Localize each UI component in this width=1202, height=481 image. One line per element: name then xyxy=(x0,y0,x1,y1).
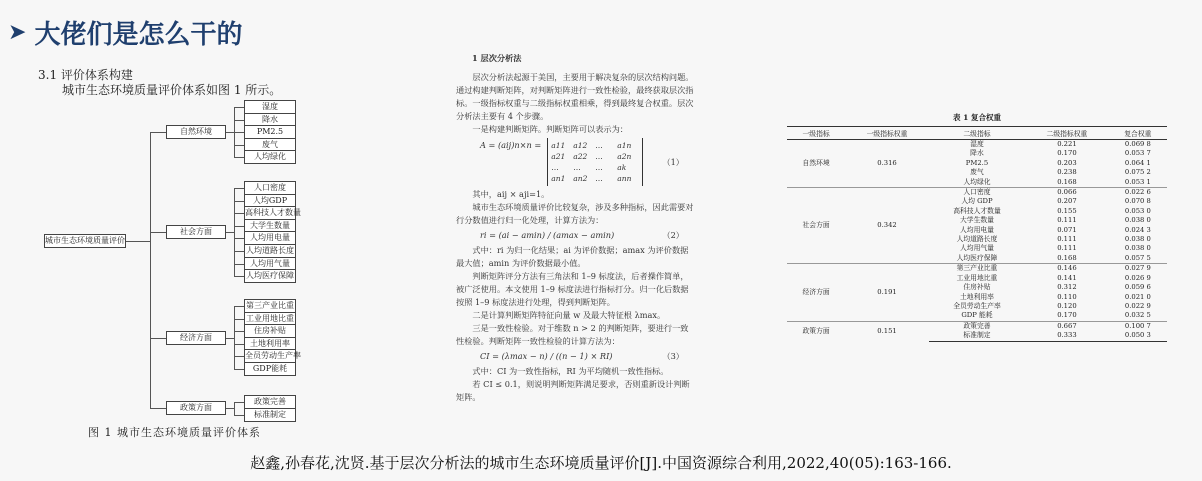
table-cell: 0.141 xyxy=(1057,273,1077,282)
tree-connector xyxy=(234,251,244,252)
table-cell: 0.151 xyxy=(845,321,929,341)
tree-connector xyxy=(226,132,234,133)
equation-3-body: CI = (λmax − n) / ((n − 1) × RI) xyxy=(480,351,613,361)
table-cell: 0.155 xyxy=(1057,206,1077,215)
tree-leaf-box: 人均用气量 xyxy=(244,257,296,271)
paper-paragraph: 层次分析法起源于美国，主要用于解决复杂的层次结构问题。通过构建判断矩阵，对判断矩阵进行一致性检验，最终获取层次指标。一级指标权重与二级指标权重相乘，得到最终复合权重。层次分析法主要有 4 个步骤。 xyxy=(456,72,694,121)
tree-leaf-box: 标准制定 xyxy=(244,408,296,422)
table-cell: 0.022 9 xyxy=(1124,301,1151,310)
tree-group-box: 自然环境 xyxy=(166,125,226,139)
tree-connector xyxy=(150,338,166,339)
table-cell: 降水 xyxy=(970,149,984,158)
table-cell: 0.168 xyxy=(1057,253,1077,262)
tree-connector xyxy=(234,238,244,239)
matrix-cell: an2 xyxy=(573,174,588,183)
tree-connector xyxy=(234,201,244,202)
matrix-cell: a12 xyxy=(573,141,588,150)
table-cell: 0.667 xyxy=(1025,321,1109,331)
paper-paragraph: 一是构建判断矩阵。判断矩阵可以表示为： xyxy=(472,124,628,134)
tree-connector xyxy=(234,276,244,277)
table-cell: 0.050 3 xyxy=(1109,331,1167,341)
table-cell: 0.110 xyxy=(1057,292,1077,301)
paper-column xyxy=(456,52,694,404)
table-cell: 0.221 xyxy=(1025,140,1109,150)
table-cell: 0.022 6 xyxy=(1109,188,1167,198)
equation-2-body: ri = (ai − amin) / (amax − amin) xyxy=(480,230,615,240)
table-row xyxy=(787,140,1167,150)
table-row xyxy=(787,264,1167,274)
tree-connector xyxy=(150,132,166,133)
tree-connector xyxy=(234,331,244,332)
tree-connector xyxy=(234,213,244,214)
matrix-cell: an1 xyxy=(551,174,566,183)
paper-paragraph: 城市生态环境质量评价比较复杂，涉及多种指标，因此需要对行分数值进行归一化处理，计算方法为： xyxy=(456,202,694,225)
table-cell: 政策完善 xyxy=(929,321,1025,331)
table-cell: 0.059 6 xyxy=(1124,283,1151,292)
matrix-cell: a11 xyxy=(551,141,566,150)
table-cell: 0.342 xyxy=(845,188,929,264)
table-cell: 0.071 xyxy=(1057,225,1077,234)
equation-3 xyxy=(456,348,694,365)
table-cell: 全员劳动生产率 xyxy=(953,301,1001,310)
section-text: 城市生态环境质量评价体系如图 1 所示。 xyxy=(62,83,282,97)
table-cell: 0.170 xyxy=(1057,311,1077,320)
table-cell: 0.069 8 xyxy=(1109,140,1167,150)
figure-caption: 图 1 城市生态环境质量评价体系 xyxy=(88,426,261,439)
table-cell: 0.111 xyxy=(1057,216,1077,225)
tree-connector xyxy=(234,226,244,227)
tree-leaf-box: 人均医疗保障 xyxy=(244,269,296,283)
tree-leaf-box: 土地利用率 xyxy=(244,337,296,351)
table-header-cell: 二级指标权重 xyxy=(1025,127,1109,140)
table-cell: 人均用气量 xyxy=(959,244,994,253)
tree-connector xyxy=(234,157,244,158)
table-cell: 0.038 0 xyxy=(1124,244,1151,253)
tree-leaf-box: PM2.5 xyxy=(244,125,296,139)
composite-weight-table xyxy=(787,112,1167,342)
table-cell: 0.038 0 xyxy=(1124,216,1151,225)
equation-number: （2） xyxy=(662,230,684,240)
tree-connector xyxy=(226,232,234,233)
tree-leaf-box: 人口密度 xyxy=(244,181,296,195)
equation-number: （1） xyxy=(662,156,684,167)
table-cell: 人均用电量 xyxy=(959,225,994,234)
slide-title xyxy=(8,14,242,51)
paper-paragraph: 式中：CI 为一致性指标，RI 为平均随机一致性指标。 xyxy=(472,366,669,376)
slide-title-text: 大佬们是怎么干的 xyxy=(34,20,243,50)
tree-connector xyxy=(234,145,244,146)
tree-leaf-box: 住房补贴 xyxy=(244,324,296,338)
tree-connector xyxy=(234,306,235,370)
table-header-cell: 一级指标权重 xyxy=(845,127,929,140)
tree-connector xyxy=(234,415,244,416)
section-heading: 3.1 评价体系构建 xyxy=(38,68,133,82)
table-header-row xyxy=(787,127,1167,140)
table-cell: 土地利用率 xyxy=(959,292,994,301)
tree-connector xyxy=(234,356,244,357)
table-cell: 0.053 1 xyxy=(1124,177,1151,186)
table-cell: 第三产业比重 xyxy=(929,264,1025,274)
table-cell: 0.333 xyxy=(1025,331,1109,341)
table-cell: 0.024 3 xyxy=(1124,225,1151,234)
tree-connector xyxy=(234,369,244,370)
table-cell: 0.316 xyxy=(845,140,929,188)
table-cell: 标准制定 xyxy=(929,331,1025,341)
table-cell: 0.075 2 xyxy=(1124,168,1151,177)
table-cell: 0.038 0 xyxy=(1124,235,1151,244)
table-cell: 0.053 7 xyxy=(1124,149,1151,158)
matrix-cell: ak xyxy=(617,163,627,172)
table-cell: 0.057 5 xyxy=(1124,253,1151,262)
table-cell: 0.032 5 xyxy=(1124,311,1151,320)
tree-connector xyxy=(150,232,166,233)
table-cell: 自然环境 xyxy=(787,140,845,188)
tree-connector xyxy=(234,107,244,108)
table-cell: 0.120 xyxy=(1057,301,1077,310)
matrix-cell: … xyxy=(595,152,603,161)
tree-leaf-box: 第三产业比重 xyxy=(244,299,296,313)
equation-1 xyxy=(456,136,694,188)
tree-connector xyxy=(234,188,244,189)
matrix-cell: … xyxy=(551,163,559,172)
paper-paragraph: 其中，aij × aji=1。 xyxy=(472,189,550,199)
table-cell: 人口密度 xyxy=(929,188,1025,198)
equation-1-lhs: A = (aij)n×n = xyxy=(480,140,542,150)
tree-leaf-box: 湿度 xyxy=(244,100,296,114)
matrix-cell: … xyxy=(573,163,581,172)
matrix-cell: a22 xyxy=(573,152,588,161)
table-row xyxy=(787,321,1167,331)
paper-paragraph: 若 CI ≤ 0.1，则说明判断矩阵满足要求，否则重新设计判断矩阵。 xyxy=(456,379,690,402)
table-cell: 住房补贴 xyxy=(963,283,991,292)
table-header-cell: 一级指标 xyxy=(787,127,845,140)
tree-leaf-box: 降水 xyxy=(244,113,296,127)
table-cell: 0.070 8 xyxy=(1124,197,1151,206)
matrix-cell: a1n xyxy=(617,141,632,150)
paper-paragraph: 判断矩阵评分方法有三角法和 1–9 标度法，后者操作简单，被广泛使用。本文使用 1–9 标度法进行指标打分。归一化后数据按照 1–9 标度法进行处理，得到判断矩阵。 xyxy=(456,271,689,307)
table-cell: 0.203 xyxy=(1057,158,1077,167)
paper-paragraph: 三是一致性检验。对于维数 n > 2 的判断矩阵，要进行一致性检验。判断矩阵一致性检验的计算方法为： xyxy=(456,323,689,346)
tree-connector xyxy=(150,408,166,409)
table-cell: 人均 GDP xyxy=(961,197,993,206)
tree-leaf-box: 政策完善 xyxy=(244,395,296,409)
judgment-matrix xyxy=(547,138,643,186)
table-cell: 0.146 xyxy=(1025,264,1109,274)
table-cell: 0.027 9 xyxy=(1109,264,1167,274)
tree-connector xyxy=(234,107,235,158)
table-cell: 政策方面 xyxy=(787,321,845,341)
table-cell: 大学生数量 xyxy=(959,216,994,225)
table-header-cell: 二级指标 xyxy=(929,127,1025,140)
matrix-cell: a2n xyxy=(617,152,632,161)
tree-leaf-box: 大学生数量 xyxy=(244,219,296,233)
tree-leaf-box: 人均用电量 xyxy=(244,231,296,245)
table-cell: 0.170 xyxy=(1057,149,1077,158)
table-cell: GDP 能耗 xyxy=(961,311,993,320)
tree-connector xyxy=(226,408,234,409)
tree-leaf-box: GDP能耗 xyxy=(244,362,296,376)
table-cell: 0.312 xyxy=(1057,283,1077,292)
tree-group-box: 政策方面 xyxy=(166,401,226,415)
table-cell: 湿度 xyxy=(929,140,1025,150)
table-cell: 工业用地比重 xyxy=(956,273,998,282)
table-cell: 0.238 xyxy=(1057,168,1077,177)
equation-2 xyxy=(456,227,694,244)
table-cell: 0.191 xyxy=(845,264,929,321)
tree-connector xyxy=(226,338,234,339)
tree-connector xyxy=(234,188,235,277)
table-cell: 人均道路长度 xyxy=(956,235,998,244)
paper-paragraph: 式中：ri 为归一化结果；ai 为评价数据；amax 为评价数据最大值；amin 为评价数据最小值。 xyxy=(456,245,689,268)
tree-connector xyxy=(234,402,235,416)
paper-paragraph: 二是计算判断矩阵特征向量 w 及最大特征根 λmax。 xyxy=(472,310,666,320)
table-cell: 经济方面 xyxy=(787,264,845,321)
table-cell: 0.021 0 xyxy=(1124,292,1151,301)
paper-heading: 1 层次分析法 xyxy=(472,53,522,63)
table-cell: 0.066 xyxy=(1025,188,1109,198)
tree-connector xyxy=(234,402,244,403)
table-cell: 社会方面 xyxy=(787,188,845,264)
table-cell: PM2.5 xyxy=(965,158,989,167)
table-cell: 0.111 xyxy=(1057,235,1077,244)
tree-leaf-box: 人均GDP xyxy=(244,194,296,208)
tree-leaf-box: 全员劳动生产率 xyxy=(244,349,296,363)
table-cell: 废气 xyxy=(970,168,984,177)
tree-leaf-box: 高科技人才数量 xyxy=(244,206,296,220)
table-row xyxy=(787,188,1167,198)
table-cell: 0.100 7 xyxy=(1109,321,1167,331)
matrix-cell: … xyxy=(595,174,603,183)
tree-root-box: 城市生态环境质量评价 xyxy=(44,234,126,248)
tree-connector xyxy=(234,306,244,307)
table-cell: 0.053 0 xyxy=(1124,206,1151,215)
arrow-bullet-icon: ➤ xyxy=(8,20,27,45)
tree-group-box: 社会方面 xyxy=(166,225,226,239)
table-header-cell: 复合权重 xyxy=(1109,127,1167,140)
table-cell: 0.111 xyxy=(1057,244,1077,253)
table-cell: 0.207 xyxy=(1057,197,1077,206)
table-cell: 0.026 9 xyxy=(1124,273,1151,282)
matrix-cell: … xyxy=(595,141,603,150)
table-cell: 0.064 1 xyxy=(1124,158,1151,167)
matrix-cell: a21 xyxy=(551,152,566,161)
tree-connector xyxy=(234,344,244,345)
matrix-cell: ann xyxy=(617,174,632,183)
tree-connector xyxy=(234,132,244,133)
tree-connector xyxy=(234,264,244,265)
table-cell: 人均医疗保障 xyxy=(956,253,998,262)
tree-connector xyxy=(150,132,151,409)
tree-leaf-box: 工业用地比重 xyxy=(244,312,296,326)
tree-leaf-box: 人均道路长度 xyxy=(244,244,296,258)
tree-connector xyxy=(234,120,244,121)
tree-leaf-box: 废气 xyxy=(244,138,296,152)
table-title: 表 1 复合权重 xyxy=(953,113,1001,122)
tree-leaf-box: 人均绿化 xyxy=(244,150,296,164)
tree-connector xyxy=(126,241,150,242)
citation: 赵鑫,孙春花,沈贤.基于层次分析法的城市生态环境质量评价[J].中国资源综合利用,2022,40(05):163-166. xyxy=(250,454,952,472)
tree-connector xyxy=(234,319,244,320)
tree-group-box: 经济方面 xyxy=(166,331,226,345)
table-cell: 人均绿化 xyxy=(963,177,991,186)
equation-number: （3） xyxy=(662,351,684,361)
table-cell: 0.168 xyxy=(1057,177,1077,186)
matrix-cell: … xyxy=(595,163,603,172)
table-cell: 高科技人才数量 xyxy=(953,206,1001,215)
